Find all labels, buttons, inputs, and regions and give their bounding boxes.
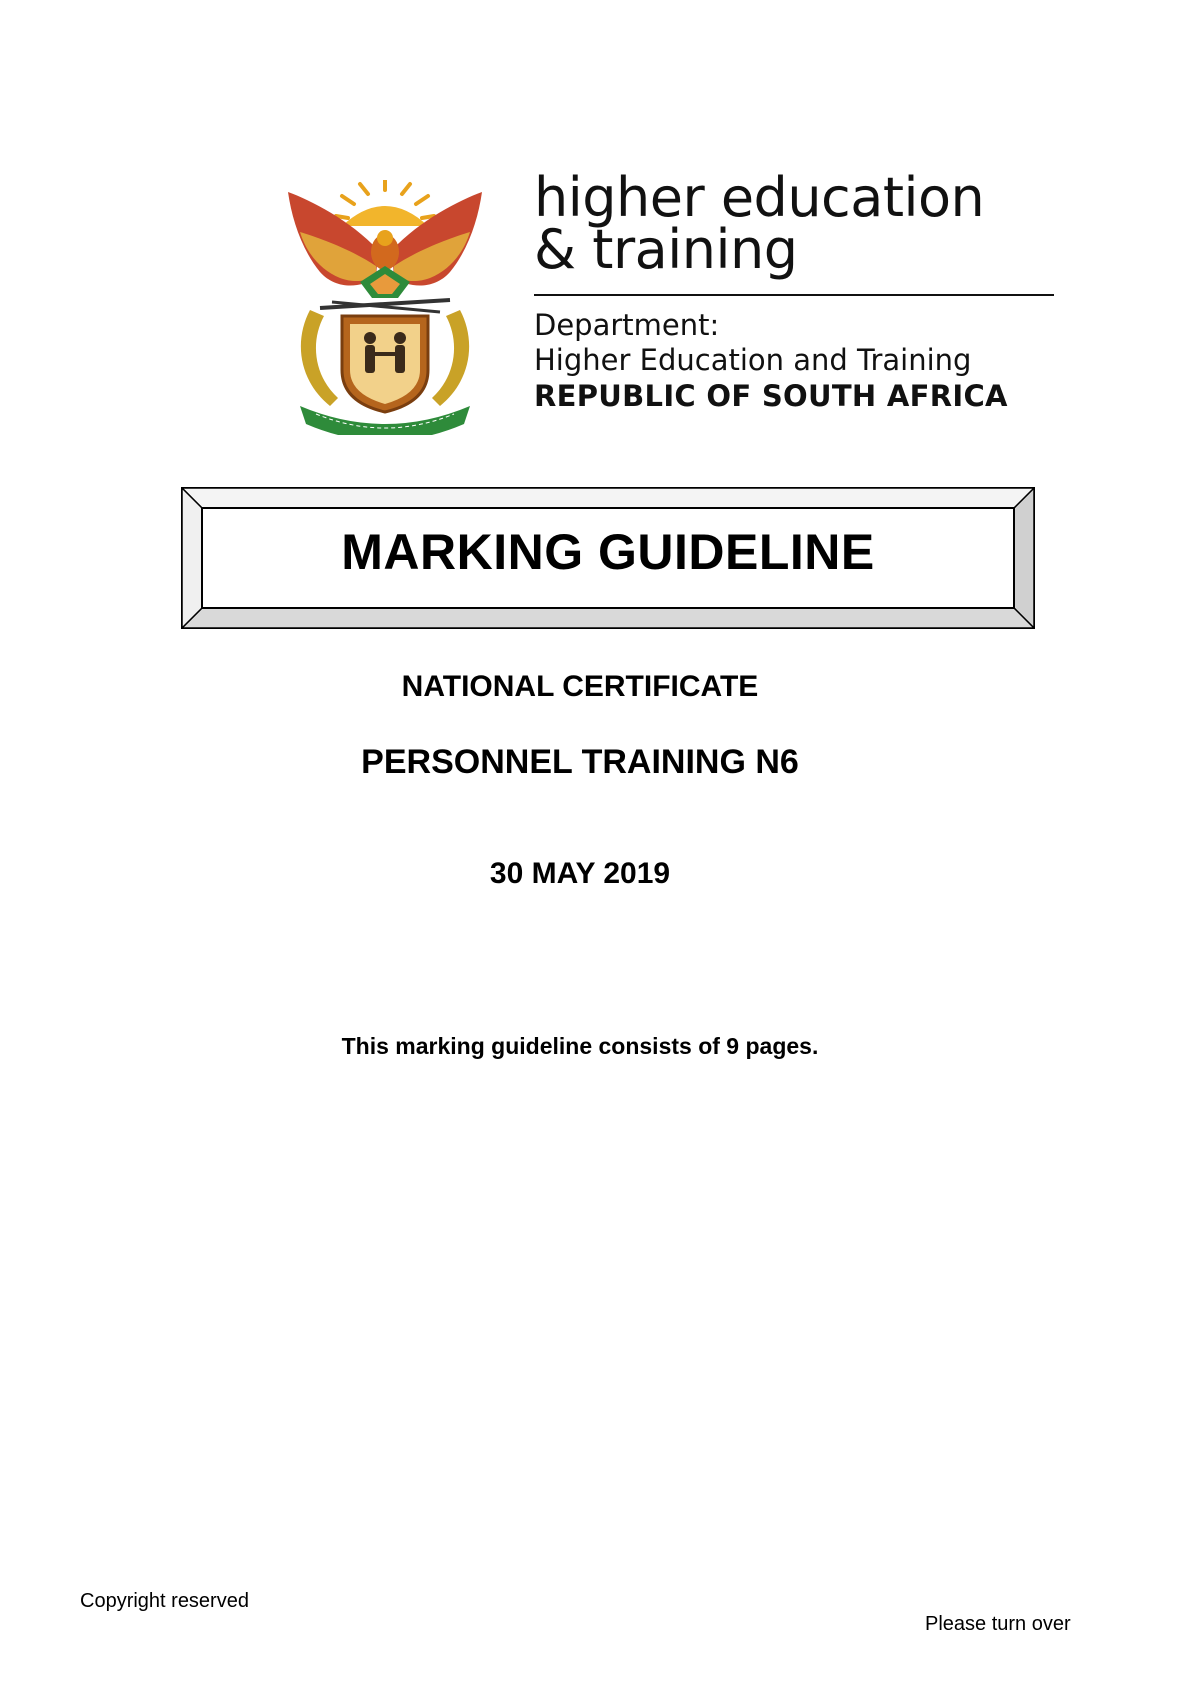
certificate-name: NATIONAL CERTIFICATE (401, 670, 759, 703)
exam-date: 30 MAY 2019 (489, 857, 671, 890)
title-frame (181, 487, 1035, 629)
country-name: REPUBLIC OF SOUTH AFRICA (534, 379, 1008, 413)
department-name: Higher Education and Training (534, 343, 972, 377)
turn-over-note: Please turn over (925, 1613, 1071, 1635)
coat-of-arms-icon (280, 180, 490, 435)
department-letterhead (534, 166, 1054, 414)
copyright-notice: Copyright reserved (80, 1590, 249, 1612)
subject-title: PERSONNEL TRAINING N6 (361, 743, 799, 781)
brand-line-2: & training (534, 218, 798, 281)
page-count-note: This marking guideline consists of 9 pages. (341, 1033, 819, 1059)
department-label: Department: (534, 308, 720, 342)
brand-line-1: higher education (534, 166, 985, 229)
document-type-title: MARKING GUIDELINE (341, 523, 875, 580)
letterhead-divider (534, 294, 1054, 296)
